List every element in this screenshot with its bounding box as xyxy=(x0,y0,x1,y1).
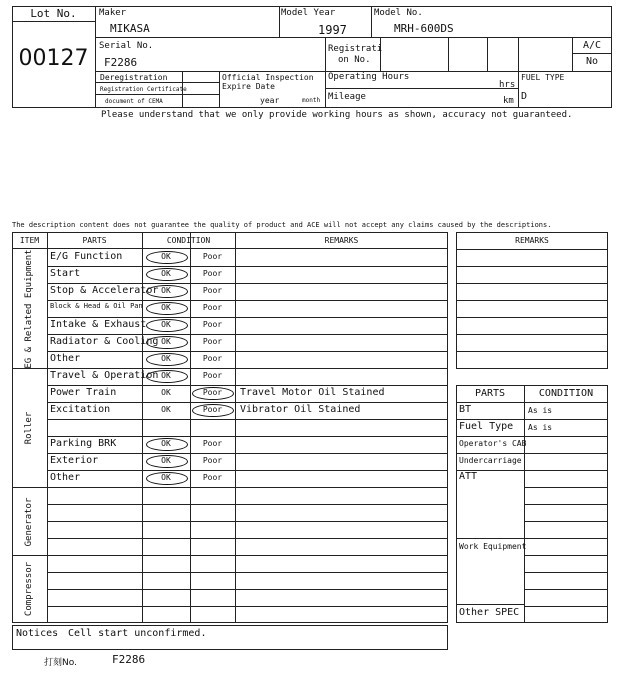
side-parts-cond-line xyxy=(524,606,608,607)
row-divider xyxy=(47,538,448,539)
ac-value: No xyxy=(585,56,599,67)
side-parts-row-line xyxy=(456,419,608,420)
ok-circle-mark xyxy=(146,370,188,383)
ok-circle-mark xyxy=(146,285,188,298)
side-cond-bt: As is xyxy=(528,406,553,415)
month-label: month xyxy=(302,97,321,104)
model-no-label: Model No. xyxy=(374,8,423,18)
side-remarks-header: REMARKS xyxy=(515,236,549,245)
condition-poor: Poor xyxy=(202,252,223,261)
model-year-label: Model Year xyxy=(281,8,336,18)
side-remarks-row-line xyxy=(456,317,608,318)
row-divider xyxy=(47,572,448,573)
side-part-att: ATT xyxy=(459,471,478,482)
mileage-divider xyxy=(325,88,518,89)
side-part-undercarriage: Undercarriage xyxy=(459,456,522,465)
model-year-value: 1997 xyxy=(318,23,347,37)
ok-circle-mark xyxy=(146,319,188,332)
group-label-compressor: Compressor xyxy=(24,561,34,617)
ok-circle-mark xyxy=(146,302,188,315)
part-label: Travel & Operation xyxy=(50,370,159,381)
condition-poor: Poor xyxy=(202,388,223,397)
lot-no-box xyxy=(12,6,96,108)
parts-header: PARTS xyxy=(82,236,107,245)
row-divider xyxy=(47,419,448,420)
condition-ok: OK xyxy=(161,252,171,261)
side-remarks-row-line xyxy=(456,334,608,335)
part-label: Start xyxy=(50,268,81,279)
side-remarks-row-line xyxy=(456,351,608,352)
side-parts-part-line xyxy=(456,604,524,605)
row-divider xyxy=(47,385,448,386)
part-label: Intake & Exhaust xyxy=(50,319,147,330)
side-remarks-row-line xyxy=(456,249,608,250)
condition-poor: Poor xyxy=(202,269,223,278)
side-parts-cond-line xyxy=(524,487,608,488)
row-divider xyxy=(47,470,448,471)
side-remarks-row-line xyxy=(456,266,608,267)
side-parts-cond-line xyxy=(524,555,608,556)
part-label: Stop & Accelerator xyxy=(50,285,159,296)
side-remarks-row-line xyxy=(456,300,608,301)
part-label: Radiator & Cooling xyxy=(50,336,159,347)
side-condition-header: CONDITION xyxy=(538,388,594,399)
ok-circle-mark xyxy=(146,353,188,366)
ac-label: A/C xyxy=(582,40,602,51)
operating-hours-label: Operating Hours xyxy=(328,72,410,82)
side-parts-cond-line xyxy=(524,589,608,590)
side-parts-cond-line xyxy=(524,572,608,573)
year-label: year xyxy=(260,96,280,105)
row-divider xyxy=(47,283,448,284)
stamp-value: F2286 xyxy=(112,653,146,666)
condition-ok: OK xyxy=(161,337,171,346)
condition-poor: Poor xyxy=(202,303,223,312)
group-divider-roller xyxy=(12,368,448,369)
part-label: Other xyxy=(50,353,81,364)
side-parts-header: PARTS xyxy=(474,388,506,399)
row-divider xyxy=(47,453,448,454)
km-label: km xyxy=(503,96,514,106)
registration-no-cell xyxy=(325,38,326,72)
side-cond-fuel: As is xyxy=(528,423,553,432)
condition-poor: Poor xyxy=(202,405,223,414)
col-divider-remarks xyxy=(235,232,236,623)
condition-poor: Poor xyxy=(202,456,223,465)
side-parts-part-line xyxy=(456,538,524,539)
poor-circle-mark xyxy=(192,387,234,400)
mileage-label: Mileage xyxy=(328,92,366,102)
condition-header: CONDITION xyxy=(166,236,211,245)
maker-value: MIKASA xyxy=(110,22,150,35)
hours-disclaimer: Please understand that we only provide working hours as shown, accuracy not guaranteed. xyxy=(101,110,573,120)
side-parts-row-line xyxy=(456,436,608,437)
condition-poor: Poor xyxy=(202,473,223,482)
remark-text: Travel Motor Oil Stained xyxy=(240,387,385,398)
condition-poor: Poor xyxy=(202,320,223,329)
poor-circle-mark xyxy=(192,404,234,417)
model-year-cell xyxy=(279,6,280,38)
maker-label: Maker xyxy=(99,8,127,18)
side-remarks-row-line xyxy=(456,283,608,284)
row-divider xyxy=(47,351,448,352)
fuel-type-cell xyxy=(518,72,519,108)
row-divider xyxy=(47,436,448,437)
group-divider-compressor xyxy=(12,555,448,556)
ok-circle-mark xyxy=(146,336,188,349)
row-divider xyxy=(47,334,448,335)
header-row-1 xyxy=(96,6,612,38)
part-label: Excitation xyxy=(50,404,111,415)
row-divider xyxy=(47,300,448,301)
row-divider xyxy=(47,589,448,590)
registration-no-label-2: on No. xyxy=(338,55,371,65)
deregistration-label: Deregistration xyxy=(100,73,168,82)
ok-circle-mark xyxy=(146,268,188,281)
ok-circle-mark xyxy=(146,472,188,485)
row-divider xyxy=(47,402,448,403)
remarks-header: REMARKS xyxy=(324,236,359,245)
part-label: E/G Function xyxy=(50,251,123,262)
lot-no-label: Lot No. xyxy=(30,7,77,20)
condition-ok: OK xyxy=(161,388,171,397)
row-divider xyxy=(47,504,448,505)
condition-ok: OK xyxy=(161,303,171,312)
row-divider xyxy=(47,317,448,318)
group-label-roller: Roller xyxy=(24,411,34,445)
side-parts-row-line xyxy=(456,402,608,403)
condition-ok: OK xyxy=(161,439,171,448)
condition-ok: OK xyxy=(161,473,171,482)
side-parts-row-line xyxy=(456,453,608,454)
official-inspection-cell xyxy=(219,72,220,108)
part-label: Block & Head & Oil Pan xyxy=(50,302,143,310)
condition-poor: Poor xyxy=(202,371,223,380)
stamp-label: 打刻No. xyxy=(44,658,77,668)
registration-divider-4 xyxy=(518,38,519,72)
condition-ok: OK xyxy=(161,405,171,414)
side-parts-cond-line xyxy=(524,538,608,539)
side-parts-cond-line xyxy=(524,504,608,505)
fuel-type-label: FUEL TYPE xyxy=(521,73,565,82)
registration-certificate-label: Registration Certificate xyxy=(100,86,187,93)
fuel-type-value: D xyxy=(521,91,528,102)
ok-circle-mark xyxy=(146,251,188,264)
condition-ok: OK xyxy=(161,320,171,329)
side-part-other-spec: Other SPEC xyxy=(459,607,520,618)
ok-circle-mark xyxy=(146,438,188,451)
hrs-label: hrs xyxy=(499,80,516,90)
condition-poor: Poor xyxy=(202,337,223,346)
serial-no-label: Serial No. xyxy=(99,41,154,51)
notices-value: Cell start unconfirmed. xyxy=(68,628,207,639)
model-no-value: MRH-600DS xyxy=(394,22,454,35)
side-part-cab: Operator's CAB xyxy=(459,439,527,448)
document-cema-label: document of CEMA xyxy=(105,98,163,105)
condition-ok: OK xyxy=(161,354,171,363)
side-parts-cond-line xyxy=(524,521,608,522)
registration-divider-3 xyxy=(487,38,488,72)
group-label-eg: EG & Related Equipment xyxy=(24,249,34,369)
group-label-generator: Generator xyxy=(24,497,34,547)
registration-divider-2 xyxy=(448,38,449,72)
group-divider-generator xyxy=(12,487,448,488)
side-parts-row-line xyxy=(456,470,608,471)
part-label: Other xyxy=(50,472,81,483)
condition-poor: Poor xyxy=(202,354,223,363)
side-part-work-equipment: Work Equipment xyxy=(459,542,527,551)
condition-ok: OK xyxy=(161,456,171,465)
row-divider xyxy=(47,266,448,267)
condition-ok: OK xyxy=(161,269,171,278)
ok-circle-mark xyxy=(146,455,188,468)
operating-hours-cell xyxy=(325,72,326,108)
condition-poor: Poor xyxy=(202,286,223,295)
serial-no-value: F2286 xyxy=(104,56,138,69)
lot-no-value: 00127 xyxy=(18,46,89,71)
condition-poor: Poor xyxy=(202,439,223,448)
model-no-cell xyxy=(371,6,372,38)
official-inspection-label: Official Inspection xyxy=(222,73,314,82)
condition-ok: OK xyxy=(161,286,171,295)
side-part-bt: BT xyxy=(459,404,472,415)
row-divider xyxy=(47,606,448,607)
description-disclaimer: The description content does not guarantee the quality of product and ACE will not accept any claims caused by the descriptions. xyxy=(12,221,552,229)
side-part-fuel: Fuel Type xyxy=(459,421,514,432)
condition-ok: OK xyxy=(161,371,171,380)
part-label: Parking BRK xyxy=(50,438,117,449)
notices-label: Notices xyxy=(16,628,59,639)
item-header: ITEM xyxy=(19,236,40,245)
remark-text: Vibrator Oil Stained xyxy=(240,404,361,415)
registration-divider-1 xyxy=(380,38,381,72)
row-divider xyxy=(47,521,448,522)
part-label: Exterior xyxy=(50,455,99,466)
expire-date-label: Expire Date xyxy=(222,82,275,91)
registration-no-label-1: Registrati xyxy=(328,44,383,54)
part-label: Power Train xyxy=(50,387,117,398)
